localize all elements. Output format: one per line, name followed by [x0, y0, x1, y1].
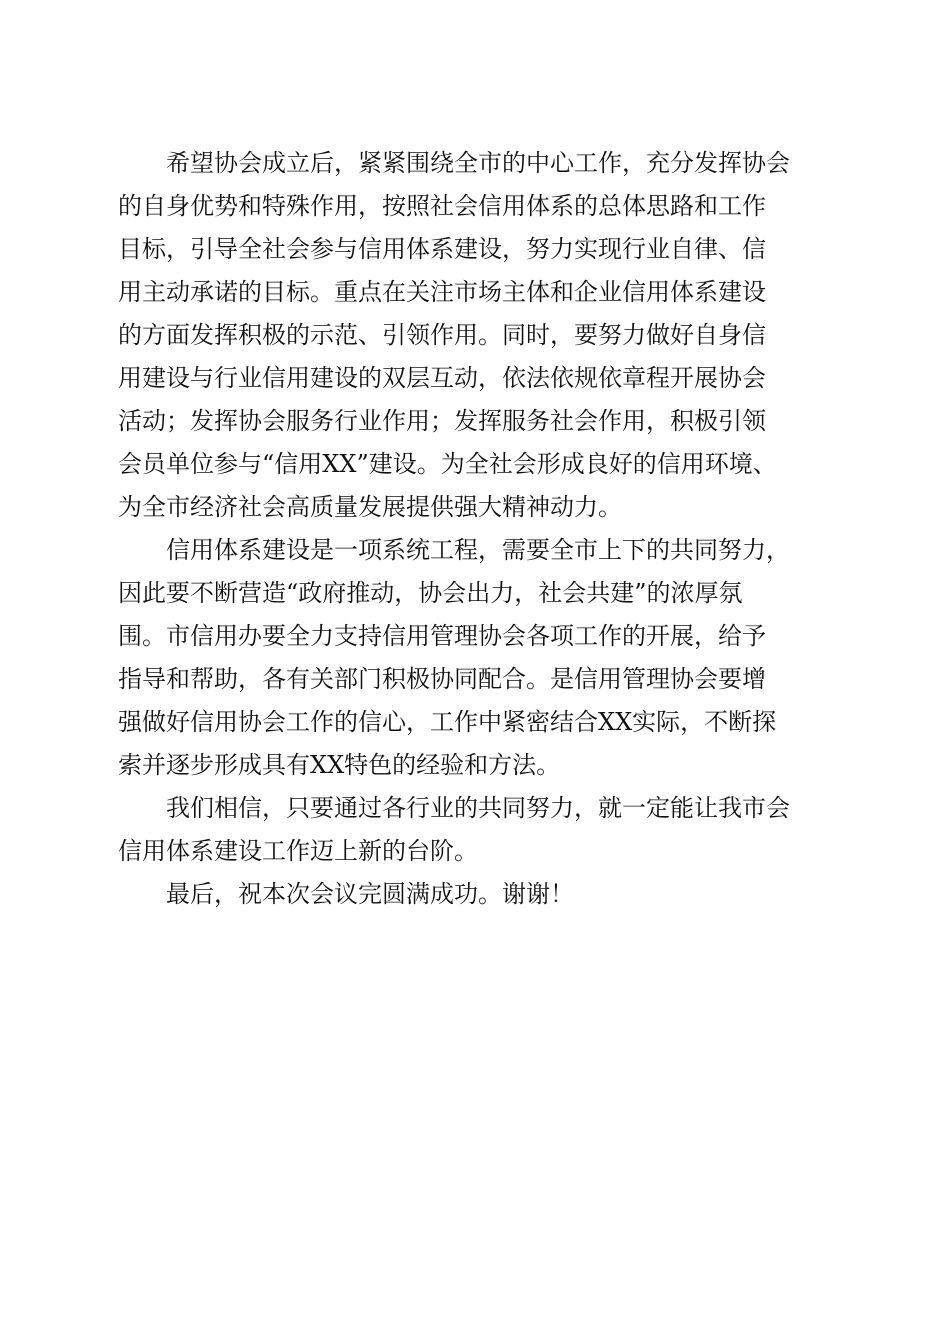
text-line: 的方面发挥积极的示范、引领作用。同时，要努力做好自身信 — [118, 321, 766, 349]
text-line: 强做好信用协会工作的信心，工作中紧密结合XX实际，不断探 — [118, 708, 777, 736]
text-line: 希望协会成立后，紧紧围绕全市的中心工作，充分发挥协会 — [118, 149, 790, 177]
paragraph-2 — [118, 529, 838, 787]
text-line: 信用体系建设是一项系统工程，需要全市上下的共同努力， — [118, 536, 790, 564]
paragraph-1 — [118, 142, 838, 529]
text-line: 指导和帮助，各有关部门积极协同配合。是信用管理协会要增 — [118, 665, 766, 693]
paragraph-3 — [118, 787, 838, 873]
text-line: 为全市经济社会高质量发展提供强大精神动力。 — [118, 493, 622, 521]
text-line: 因此要不断营造“政府推动，协会出力，社会共建”的浓厚氛 — [118, 579, 743, 607]
text-line: 索并逐步形成具有XX特色的经验和方法。 — [118, 751, 561, 779]
document-body — [118, 142, 838, 916]
text-line: 信用体系建设工作迈上新的台阶。 — [118, 837, 478, 865]
paragraph-4 — [118, 873, 838, 916]
text-line: 我们相信，只要通过各行业的共同努力，就一定能让我市会 — [118, 794, 790, 822]
text-line: 最后，祝本次会议完圆满成功。谢谢！ — [118, 880, 574, 908]
text-line: 的自身优势和特殊作用，按照社会信用体系的总体思路和工作 — [118, 192, 766, 220]
text-line: 围。市信用办要全力支持信用管理协会各项工作的开展，给予 — [118, 622, 766, 650]
text-line: 活动；发挥协会服务行业作用；发挥服务社会作用，积极引领 — [118, 407, 766, 435]
text-line: 用主动承诺的目标。重点在关注市场主体和企业信用体系建设 — [118, 278, 766, 306]
text-line: 目标，引导全社会参与信用体系建设，努力实现行业自律、信 — [118, 235, 766, 263]
text-line: 用建设与行业信用建设的双层互动，依法依规依章程开展协会 — [118, 364, 766, 392]
text-line: 会员单位参与“信用XX”建设。为全社会形成良好的信用环境、 — [118, 450, 777, 478]
